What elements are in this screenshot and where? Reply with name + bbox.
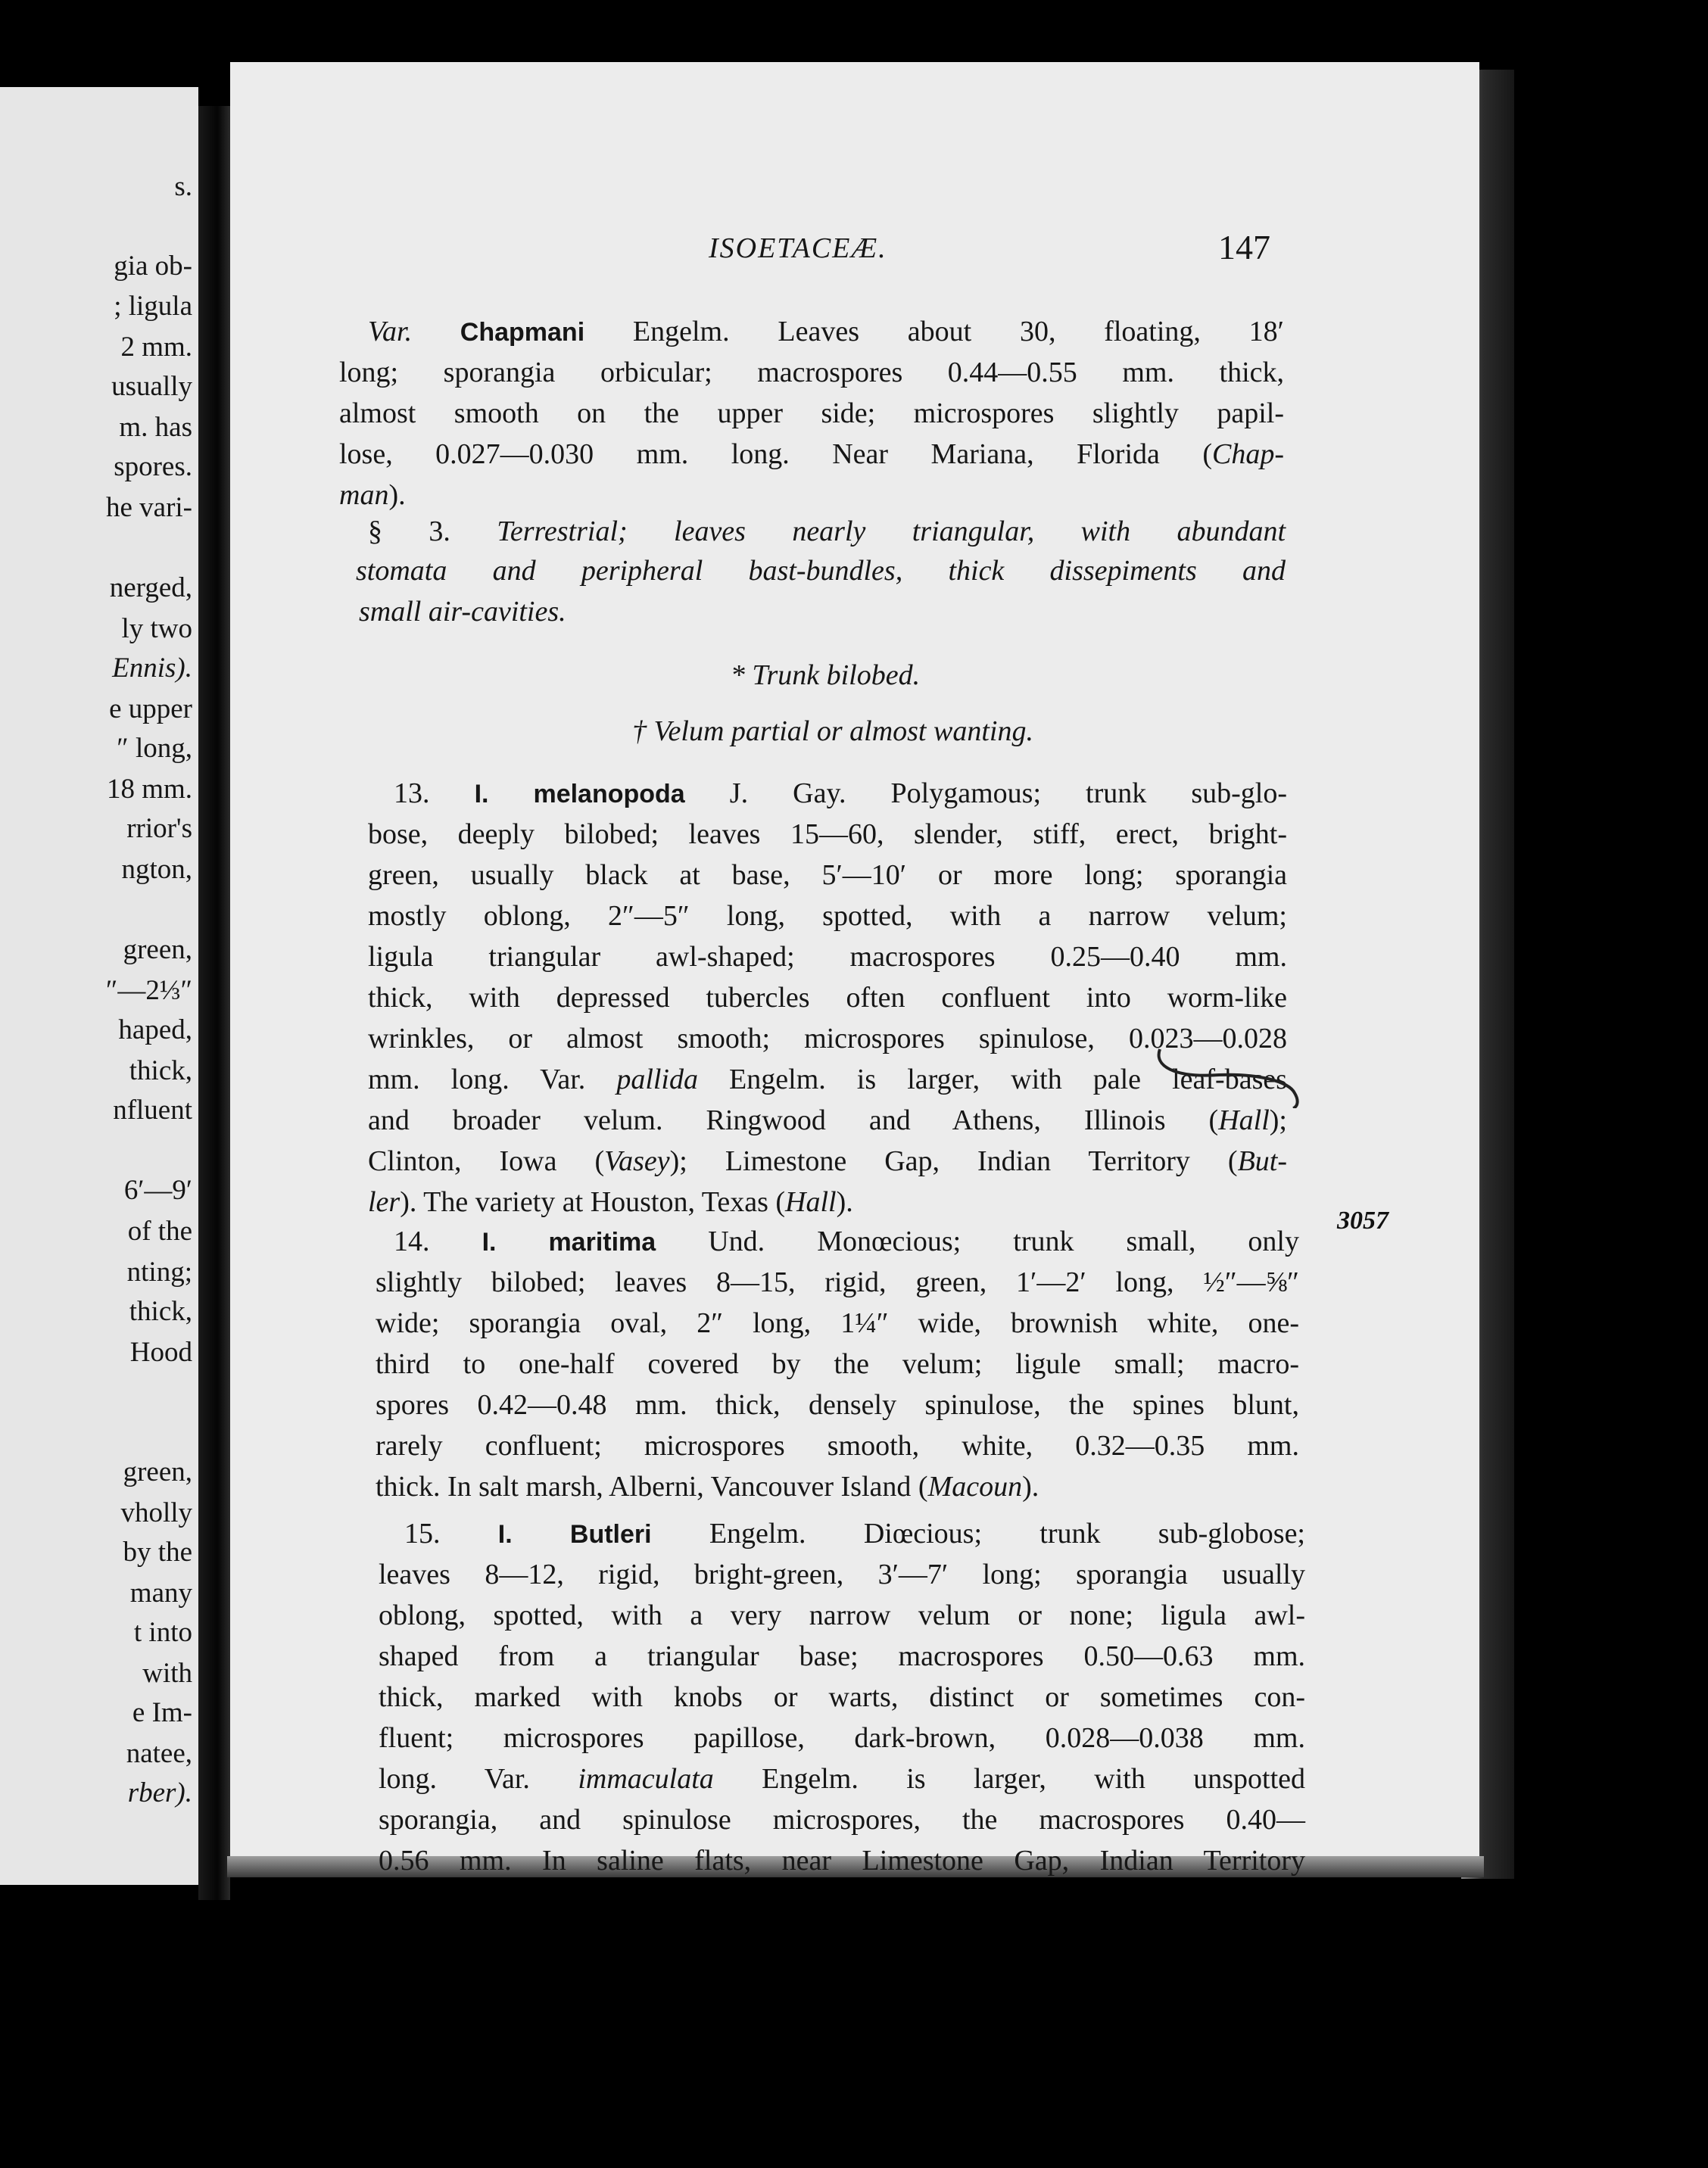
body-text: spores 0.42—0.48 mm. thick, densely spinulose, the spines blunt,: [376, 1389, 1299, 1421]
italic-text: stomata and peripheral bast-bundles, thick dissepiments and: [356, 555, 1286, 587]
left-page-fragment: s.: [174, 171, 192, 202]
left-page-fragment: Ennis).: [112, 653, 192, 684]
italic-text: Hall: [1218, 1104, 1270, 1136]
body-text: Clinton, Iowa (: [368, 1145, 605, 1177]
left-page-fragment: green,: [123, 934, 192, 965]
text-line: [339, 475, 566, 515]
left-page-fragment: nting;: [126, 1257, 192, 1288]
left-page-fragment: by the: [123, 1537, 192, 1568]
left-page-fragment: he vari-: [105, 492, 192, 523]
left-page-fragment: green,: [123, 1456, 192, 1487]
text-line: [681, 656, 969, 695]
book-gutter: [198, 106, 230, 1900]
italic-text: Terrestrial; leaves nearly triangular, with abundant: [497, 516, 1286, 547]
text-line: [376, 1467, 1299, 1506]
left-page-fragment: 2 mm.: [120, 332, 192, 363]
left-page-fragment: ″ long,: [117, 733, 192, 764]
left-page-fragment: many: [129, 1578, 192, 1609]
body-text: ); Limestone Gap, Indian Territory (: [669, 1145, 1238, 1177]
body-text: J. Gay. Polygamous; trunk sub-glo-: [684, 777, 1287, 809]
text-line: [356, 551, 1286, 590]
text-line: [379, 1718, 1305, 1758]
text-line: [339, 394, 1284, 433]
left-page-fragment: thick,: [129, 1055, 192, 1086]
text-line: [376, 1344, 1299, 1384]
species-name: I. maritima: [482, 1228, 656, 1257]
text-line: [368, 1142, 1287, 1181]
body-text: shaped from a triangular base; macrospores 0.50—0.63 mm.: [379, 1640, 1305, 1672]
margin-annotation: 3057: [1337, 1207, 1389, 1235]
text-line: [376, 1385, 1299, 1425]
text-line: [368, 312, 1284, 352]
left-page-fragment: with: [142, 1658, 192, 1689]
text-line: [379, 1637, 1305, 1676]
text-line: [376, 1263, 1299, 1302]
text-line: [368, 1101, 1287, 1140]
body-text: long; sporangia orbicular; macrospores 0.44—0.55 mm. thick,: [339, 357, 1284, 388]
text-line: [379, 1596, 1305, 1635]
italic-text: pallida: [616, 1064, 698, 1095]
body-text: slightly bilobed; leaves 8—15, rigid, green, 1′—2′ long, ½″—⅝″: [376, 1266, 1299, 1298]
pencil-bracket-mark: [1151, 1043, 1307, 1108]
italic-text: Macoun: [927, 1471, 1023, 1503]
left-page-fragment: ; ligula: [114, 291, 192, 322]
left-page-fragment: rrior's: [126, 813, 192, 844]
body-text: Engelm. Leaves about 30, floating, 18′: [584, 316, 1284, 347]
left-page-fragment: of the: [127, 1216, 192, 1247]
body-text: almost smooth on the upper side; microspores slightly papil-: [339, 397, 1284, 429]
body-text: 13.: [394, 777, 475, 809]
italic-text: Chap-: [1212, 438, 1284, 470]
text-line: [394, 774, 1287, 814]
italic-text: immaculata: [578, 1763, 714, 1795]
text-line: [379, 1800, 1305, 1839]
text-line: [368, 512, 1286, 551]
species-name: I. Butleri: [497, 1520, 652, 1549]
left-page-fragment: nerged,: [109, 572, 192, 603]
text-line: [379, 1677, 1305, 1717]
left-page-fragment: gia ob-: [114, 251, 192, 282]
left-page-fragment: ngton,: [121, 854, 192, 885]
species-name: I. melanopoda: [474, 780, 685, 808]
body-text: third to one-half covered by the velum; ligule small; macro-: [376, 1348, 1299, 1380]
body-text: ligula triangular awl-shaped; macrospores 0.25—0.40 mm.: [368, 941, 1287, 973]
text-line: [376, 1426, 1299, 1466]
italic-text: man: [339, 479, 389, 511]
body-text: and broader velum. Ringwood and Athens, Illinois (: [368, 1104, 1219, 1136]
left-page-fragment: natee,: [126, 1738, 192, 1769]
text-line: [368, 815, 1287, 854]
italic-text: Hall: [785, 1186, 837, 1218]
text-line: [404, 1514, 1305, 1554]
text-line: [339, 435, 1284, 474]
italic-text: * Trunk bilobed.: [730, 659, 921, 691]
body-text: Engelm. Diœcious; trunk sub-globose;: [651, 1518, 1305, 1550]
text-line: [368, 978, 1287, 1017]
body-text: 14.: [394, 1226, 482, 1257]
left-page-fragment: 6′—9′: [123, 1175, 192, 1206]
left-page-fragment: e Im-: [132, 1697, 192, 1728]
text-line: [368, 1060, 1287, 1099]
body-text: lose, 0.027—0.030 mm. long. Near Mariana, Florida (: [339, 438, 1212, 470]
text-line: [376, 1304, 1299, 1343]
left-page-fragment: t into: [133, 1617, 192, 1648]
left-page-fragment: vholly: [120, 1497, 192, 1528]
italic-text: small air-cavities.: [359, 596, 566, 628]
text-line: [394, 1222, 1299, 1262]
left-page-fragment: usually: [111, 371, 192, 402]
text-line: [560, 712, 1105, 751]
left-page-fragment: ly two: [121, 613, 192, 644]
left-page-fragment: e upper: [109, 693, 192, 724]
body-text: Und. Monœcious; trunk small, only: [656, 1226, 1299, 1257]
body-text: Engelm. is larger, with unspotted: [713, 1763, 1305, 1795]
italic-text: † Velum partial or almost wanting.: [632, 715, 1033, 747]
left-page-fragment: haped,: [118, 1014, 192, 1045]
variety-label: Var.: [368, 316, 413, 347]
body-text: sporangia, and spinulose microspores, the macrospores 0.40—: [379, 1804, 1305, 1836]
body-text: mm. long. Var.: [368, 1064, 617, 1095]
body-text: thick, marked with knobs or warts, distinct or sometimes con-: [379, 1681, 1305, 1713]
text-line: [339, 353, 1284, 392]
left-page-fragment: thick,: [129, 1296, 192, 1327]
italic-text: Vasey: [604, 1145, 670, 1177]
text-line: [368, 855, 1287, 895]
left-page-fragment: rber).: [127, 1777, 192, 1808]
body-text: mostly oblong, 2″—5″ long, spotted, with a narrow velum;: [368, 900, 1287, 932]
body-text: long. Var.: [379, 1763, 578, 1795]
body-text: ). The variety at Houston, Texas (: [400, 1186, 786, 1218]
running-header: ISOETACEÆ.: [709, 232, 887, 264]
text-line: [379, 1759, 1305, 1799]
body-text: ).: [1022, 1471, 1039, 1503]
body-text: ).: [836, 1186, 853, 1218]
left-page-fragment: Hood: [129, 1337, 192, 1368]
body-text: thick. In salt marsh, Alberni, Vancouver Island (: [376, 1471, 928, 1503]
left-page-fragment: ″—2⅓″: [105, 975, 192, 1006]
body-text: § 3.: [368, 516, 497, 547]
text-line: [368, 937, 1287, 977]
text-line: [379, 1555, 1305, 1594]
text-line: [368, 1019, 1287, 1058]
body-text: ).: [388, 479, 406, 511]
text-line: [368, 896, 1287, 936]
species-name: Chapmani: [412, 318, 585, 347]
body-text: Engelm. is larger, with pale leaf-bases: [698, 1064, 1288, 1095]
text-line: [359, 592, 662, 631]
body-text: rarely confluent; microspores smooth, white, 0.32—0.35 mm.: [376, 1430, 1299, 1462]
body-text: );: [1269, 1104, 1287, 1136]
body-text: wide; sporangia oval, 2″ long, 1¼″ wide, brownish white, one-: [376, 1307, 1299, 1339]
italic-text: But-: [1237, 1145, 1287, 1177]
left-page-fragment: spores.: [114, 451, 192, 482]
body-text: wrinkles, or almost smooth; microspores spinulose, 0.023—0.028: [368, 1023, 1287, 1054]
body-text: leaves 8—12, rigid, bright-green, 3′—7′ long; sporangia usually: [379, 1559, 1305, 1590]
body-text: 0.56 mm. In saline flats, near Limestone Gap, Indian Territory: [379, 1845, 1305, 1877]
left-page-fragment: 18 mm.: [106, 774, 192, 805]
body-text: bose, deeply bilobed; leaves 15—60, slender, stiff, erect, bright-: [368, 818, 1287, 850]
body-text: fluent; microspores papillose, dark-brown, 0.028—0.038 mm.: [379, 1722, 1305, 1754]
left-page-fragment: nfluent: [113, 1095, 192, 1126]
left-page: [0, 87, 198, 1885]
body-text: 15.: [404, 1518, 498, 1550]
body-text: thick, with depressed tubercles often confluent into worm-like: [368, 982, 1287, 1014]
text-line: [368, 1182, 1019, 1222]
page-number: 147: [1218, 228, 1270, 266]
body-text: oblong, spotted, with a very narrow velum or none; ligula awl-: [379, 1600, 1305, 1631]
left-page-fragment: m. has: [119, 412, 192, 443]
italic-text: ler: [368, 1186, 401, 1218]
text-line: [379, 1841, 1305, 1880]
body-text: green, usually black at base, 5′—10′ or more long; sporangia: [368, 859, 1287, 891]
